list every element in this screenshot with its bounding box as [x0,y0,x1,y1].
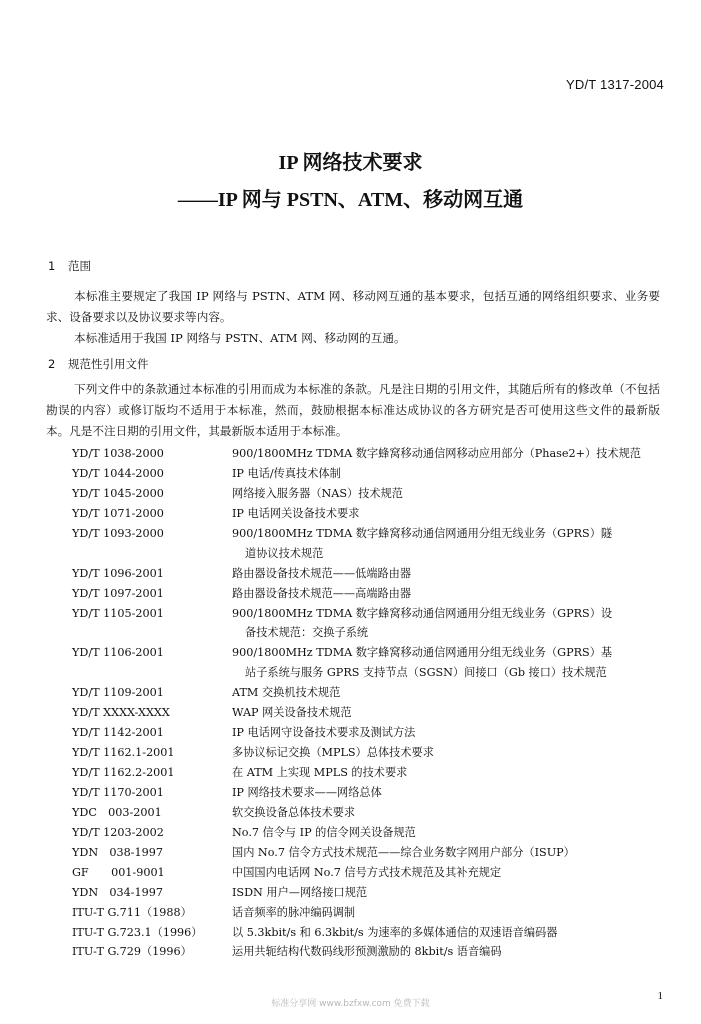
reference-title: IP 电话网守设备技术要求及测试方法 [232,726,416,740]
reference-code: ITU-T G.711（1988） [72,905,192,919]
reference-title: 运用共轭结构代数码线形预测激励的 8kbit/s 语音编码 [232,945,502,959]
section-title: 范围 [68,259,91,273]
reference-title: 路由器设备技术规范——低端路由器 [232,566,412,580]
reference-list [72,444,672,962]
reference-title: 900/1800MHz TDMA 数字蜂窝移动通信网移动应用部分（Phase2+）技术规范 [232,447,641,460]
reference-title-continuation: 道协议技术规范 [245,546,324,560]
reference-title: 路由器设备技术规范——高端路由器 [232,586,412,600]
reference-code: YD/T 1162.1-2001 [72,746,175,760]
section-number: 1 [48,259,56,273]
reference-title: No.7 信令与 IP 的信令网关设备规范 [232,825,416,839]
reference-code: ITU-T G.723.1（1996） [72,925,203,939]
reference-title: 软交换设备总体技术要求 [232,805,356,819]
reference-title-continuation: 站子系统与服务 GPRS 支持节点（SGSN）间接口（Gb 接口）技术规范 [245,666,607,680]
paragraph: 本标准适用于我国 IP 网络与 PSTN、ATM 网、移动网的互通。 [74,331,406,345]
reference-item [72,923,672,943]
watermark: 标准分享网 www.bzfxw.com 免费下载 [271,999,430,1009]
reference-item [72,783,672,803]
reference-code: YDN 038-1997 [72,845,163,859]
reference-item [72,464,672,484]
reference-title: 国内 No.7 信令方式技术规范——综合业务数字网用户部分（ISUP） [232,845,575,859]
reference-item [72,604,672,644]
reference-code: YD/T 1109-2001 [72,686,164,700]
section-heading-scope [48,258,91,274]
reference-item [72,863,672,883]
reference-item [72,763,672,783]
reference-code: GF 001-9001 [72,865,165,879]
reference-item [72,703,672,723]
reference-title-continuation: 备技术规范：交换子系统 [245,626,369,640]
reference-code: YD/T 1038-2000 [72,447,164,460]
reference-code: YD/T 1142-2001 [72,726,164,740]
reference-code: YD/T 1097-2001 [72,586,164,600]
section-number: 2 [48,357,56,371]
reference-title: 话音频率的脉冲编码调制 [232,905,356,919]
reference-title: 900/1800MHz TDMA 数字蜂窝移动通信网通用分组无线业务（GPRS）设 [232,606,613,620]
reference-code: YD/T 1044-2000 [72,466,164,480]
reference-title-block [232,524,670,564]
reference-title: 900/1800MHz TDMA 数字蜂窝移动通信网通用分组无线业务（GPRS）基 [232,646,613,660]
reference-code: YD/T 1203-2002 [72,825,164,839]
reference-title: 900/1800MHz TDMA 数字蜂窝移动通信网通用分组无线业务（GPRS）隧 [232,526,613,540]
reference-item [72,823,672,843]
reference-item [72,843,672,863]
page-number: 1 [657,990,663,1002]
reference-item [72,564,672,584]
reference-title: 在 ATM 上实现 MPLS 的技术要求 [232,766,408,780]
reference-title: WAP 网关设备技术规范 [232,706,352,720]
section-title: 规范性引用文件 [68,357,149,371]
reference-code: YD/T 1170-2001 [72,785,164,799]
reference-title-block [232,643,670,683]
reference-item [72,803,672,823]
reference-title: IP 电话网关设备技术要求 [232,506,360,520]
references-intro [46,379,660,442]
standard-code: YD/T 1317-2004 [566,77,664,92]
reference-item [72,584,672,604]
reference-item [72,504,672,524]
document-title: IP 网络技术要求 [278,152,423,174]
scope-paragraphs [46,286,660,349]
reference-title: 中国国内电话网 No.7 信号方式技术规范及其补充规定 [232,865,502,879]
reference-code: YD/T 1093-2000 [72,526,164,540]
paragraph: 本标准主要规定了我国 IP 网络与 PSTN、ATM 网、移动网互通的基本要求，包括互通的网络组织要求、业务要求、设备要求以及协议要求等内容。 [46,289,660,324]
reference-title: 网络接入服务器（NAS）技术规范 [232,486,403,500]
reference-code: YD/T 1105-2001 [72,606,164,620]
reference-item [72,643,672,683]
reference-code: YDN 034-1997 [72,885,163,899]
section-heading-normative-references [48,356,149,372]
reference-title: ISDN 用户—网络接口规范 [232,885,368,899]
reference-code: YD/T 1071-2000 [72,506,164,520]
reference-code: ITU-T G.729（1996） [72,945,192,959]
reference-title: IP 电话/传真技术体制 [232,466,341,480]
reference-code: YD/T 1045-2000 [72,486,164,500]
reference-item [72,942,672,962]
reference-item [72,484,672,504]
reference-code: YD/T XXXX-XXXX [72,706,170,720]
reference-title: 多协议标记交换（MPLS）总体技术要求 [232,746,434,760]
reference-item [72,883,672,903]
reference-item [72,444,672,464]
reference-title: 以 5.3kbit/s 和 6.3kbit/s 为速率的多媒体通信的双速语音编码器 [232,925,558,939]
reference-code: YD/T 1162.2-2001 [72,766,175,780]
reference-code: YD/T 1106-2001 [72,646,164,660]
document-subtitle: ——IP 网与 PSTN、ATM、移动网互通 [177,189,524,211]
reference-title: ATM 交换机技术规范 [232,686,341,700]
reference-title: IP 网络技术要求——网络总体 [232,785,382,799]
reference-code: YD/T 1096-2001 [72,566,164,580]
reference-item [72,723,672,743]
reference-item [72,903,672,923]
reference-code: YDC 003-2001 [72,805,162,819]
reference-item [72,524,672,564]
reference-item [72,683,672,703]
reference-title-block [232,604,670,644]
paragraph: 下列文件中的条款通过本标准的引用而成为本标准的条款。凡是注日期的引用文件，其随后所有的修改单（不包括勘误的内容）或修订版均不适用于本标准，然而，鼓励根据本标准达成协议的各方研究是否可使用这些文件的最新版本。凡是不注日期的引用文件，其最新版本适用于本标准。 [46,382,660,438]
reference-item [72,743,672,763]
